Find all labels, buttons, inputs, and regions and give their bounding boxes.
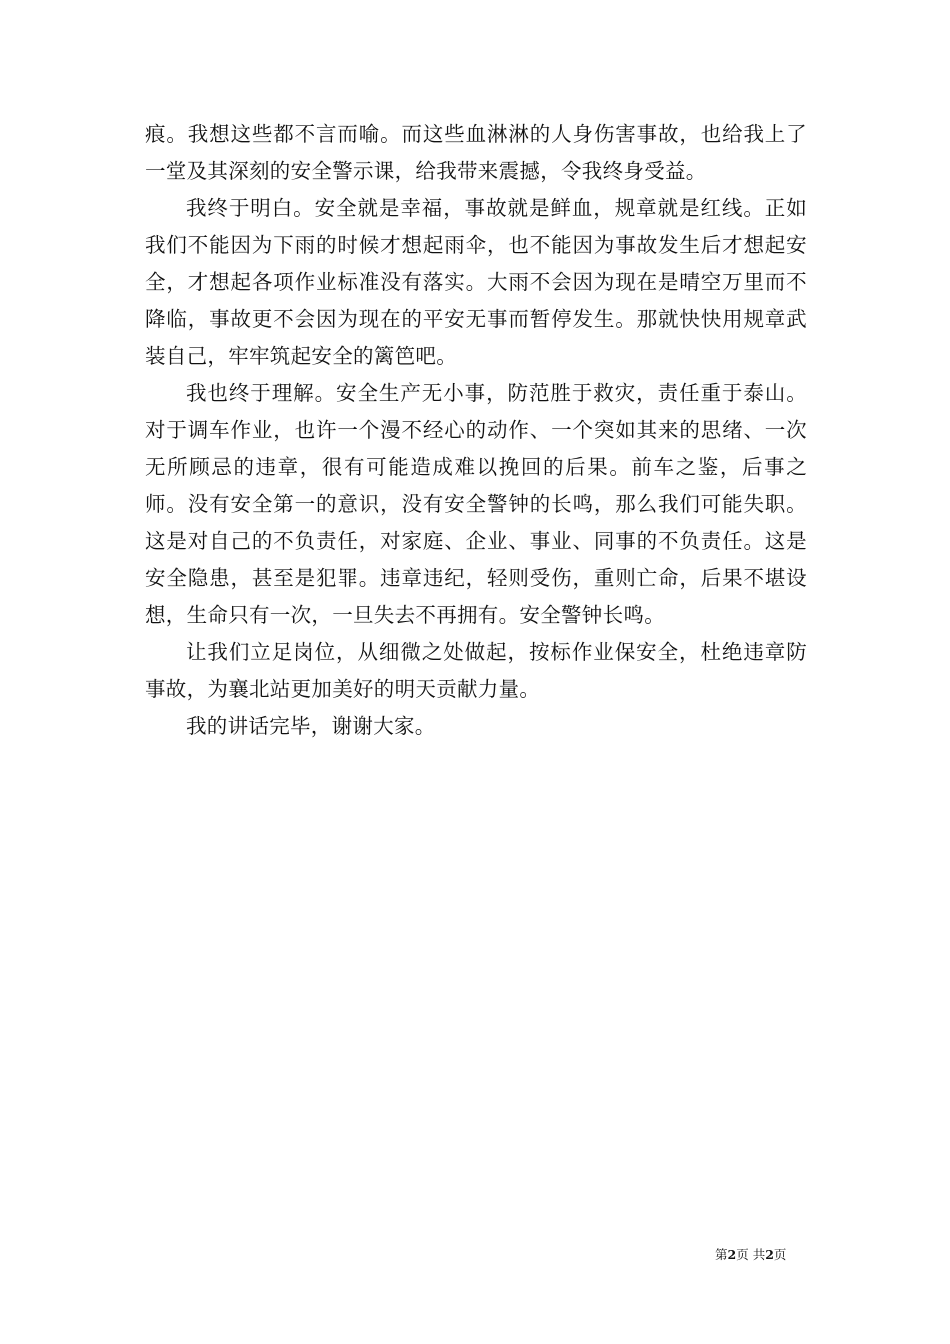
paragraph-5: 我的讲话完毕，谢谢大家。 — [186, 714, 436, 738]
paragraph-1: 痕。我想这些都不言而喻。而这些血淋淋的人身伤害事故，也给我上了一堂及其深刻的安全警示课，给我带来震撼，令我终身受益。 — [145, 122, 807, 183]
footer-total-pages: 2 — [765, 1247, 774, 1262]
footer-middle: 页 共 — [736, 1247, 766, 1262]
footer-suffix: 页 — [773, 1247, 787, 1262]
paragraph-4: 让我们立足岗位，从细微之处做起，按标作业保安全，杜绝违章防事故，为襄北站更加美好的明天贡献力量。 — [145, 640, 807, 701]
footer-prefix: 第 — [715, 1247, 728, 1262]
paragraph-2: 我终于明白。安全就是幸福，事故就是鲜血，规章就是红线。正如我们不能因为下雨的时候才想起雨伞，也不能因为事故发生后才想起安全，才想起各项作业标准没有落实。大雨不会因为现在是晴空万里而不降临，事故更不会因为现在的平安无事而暂停发生。那就快快用规章武装自己，牢牢筑起安全的篱笆吧。 — [145, 196, 807, 368]
page-number-footer — [715, 1246, 835, 1264]
document-body — [145, 116, 807, 745]
footer-current-page: 2 — [727, 1247, 737, 1262]
paragraph-3: 我也终于理解。安全生产无小事，防范胜于救灾，责任重于泰山。对于调车作业，也许一个漫不经心的动作、一个突如其来的思绪、一次无所顾忌的违章，很有可能造成难以挽回的后果。前车之鉴，后事之师。没有安全第一的意识，没有安全警钟的长鸣，那么我们可能失职。这是对自己的不负责任，对家庭、企业、事业、同事的不负责任。这是安全隐患，甚至是犯罪。违章违纪，轻则受伤，重则亡命，后果不堪设想，生命只有一次，一旦失去不再拥有。安全警钟长鸣。 — [145, 381, 807, 627]
